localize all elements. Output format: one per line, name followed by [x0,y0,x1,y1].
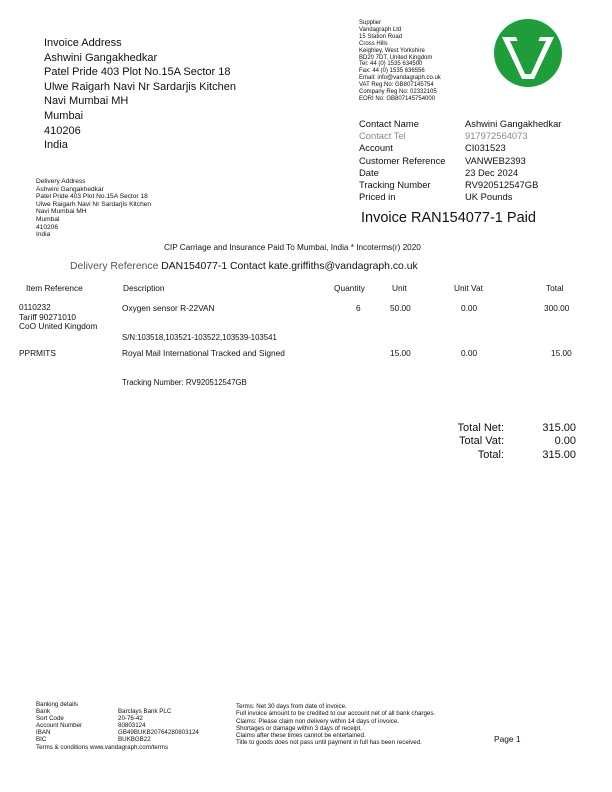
total-label: Total: [477,448,504,461]
terms-line: Claims after these times cannot be entertained. [236,732,366,740]
meta-value: UK Pounds [465,191,513,203]
invoice-meta [359,118,561,203]
supplier-line: Tel: 44 (0) 1535 634500 [359,61,423,68]
meta-label: Tracking Number [359,179,431,191]
item-quantity: 6 [356,303,361,313]
meta-row-contact-tel [359,130,561,142]
terms-conditions-link[interactable]: Terms & conditions www.vandagraph.com/terms [36,743,169,751]
item-reference: 0110232 [19,302,51,312]
terms-line: Shortages or damage within 3 days of receipt. [236,724,362,732]
totals-block [420,422,576,462]
invoice-address-line: Ashwini Gangakhedkar [44,51,158,64]
table-row-ref [19,303,97,332]
banking-value: 20-76-42 [118,715,143,723]
meta-label: Account [359,142,393,154]
meta-label: Priced in [359,191,396,203]
invoice-address-line: Mumbai [44,109,84,122]
meta-row-priced-in [359,191,561,203]
total-value: 315.00 [542,422,576,434]
item-country-of-origin: CoO United Kingdom [19,321,98,332]
meta-value: VANWEB2393 [465,154,526,166]
banking-row [36,708,199,715]
delivery-address-line: Ashwini Gangakhedkar [36,185,104,193]
delivery-address-line: Navi Mumbai MH [36,208,87,216]
banking-row [36,715,199,722]
banking-details [36,701,199,751]
supplier-line: Supplier [359,20,382,26]
delivery-address-line: Patel Pride 403 Plot No.15A Sector 18 [36,193,148,201]
banking-value: 80803124 [118,722,146,730]
invoice-address-line: India [44,139,68,152]
banking-value: GB49BUKB20764280803124 [118,729,199,737]
meta-row-contact-name [359,118,561,130]
banking-label: IBAN [36,729,51,737]
item-unit: 50.00 [390,303,411,313]
delivery-reference-label: Delivery Reference [70,261,159,272]
delivery-address-line: Mumbai [36,215,60,223]
header-item-reference: Item Reference [26,283,83,293]
supplier-line: Email: info@vandagraph.co.uk [359,75,441,82]
item-unit-vat: 0.00 [461,303,478,313]
supplier-line: Company Reg No: 02332105 [359,89,437,96]
meta-label: Customer Reference [359,154,446,166]
supplier-line: EORI No: GB807145754000 [359,95,436,102]
supplier-line: Keighley, West Yorkshire [359,47,425,54]
meta-value: RV920512547GB [465,179,539,191]
banking-label: Account Number [36,722,83,730]
total-net-row [420,422,576,435]
banking-value: Barclays Bank PLC [118,708,172,716]
supplier-line: VAT Reg No: GB807145754 [359,82,434,89]
meta-label: Contact Tel [359,130,406,142]
meta-label: Contact Name [359,118,419,129]
invoice-address-line: Ulwe Raigarh Navi Nr Sardarjis Kitchen [44,80,236,93]
total-label: Total Vat: [458,435,504,448]
banking-value: BUKBGB22 [118,736,151,744]
terms-line: Terms: Net 30 days from date of invoice. [236,703,347,710]
item-tariff: Tariff 90271010 [19,311,77,322]
item-total: 300.00 [544,303,570,313]
delivery-address-line: 410206 [36,223,59,231]
invoice-address [44,36,236,153]
invoice-title: Invoice RAN154077-1 Paid [361,210,536,226]
banking-label: BIC [36,736,47,744]
invoice-address-line: Patel Pride 403 Plot No.15A Sector 18 [44,66,231,79]
item-description: Oxygen sensor R-22VAN [122,303,215,313]
supplier-line: Fax: 44 (0) 1535 636556 [359,68,425,75]
delivery-address [36,178,151,239]
delivery-address-line: Ulwe Raigarh Navi Nr Sardarjis Kitchen [36,200,152,208]
invoice-address-heading: Invoice Address [44,37,122,49]
total-vat-row [420,435,576,448]
payment-terms [236,703,435,747]
header-total: Total [546,283,564,293]
supplier-line: Cross Hills [359,40,388,47]
item-total: 15.00 [551,348,572,358]
meta-value: CI031523 [465,142,506,154]
meta-row-customer-reference [359,155,561,167]
meta-label: Date [359,166,379,178]
total-value: 0.00 [554,435,576,448]
delivery-address-line: Delivery Address [36,178,86,185]
meta-row-tracking-number [359,179,561,191]
supplier-block [359,20,441,103]
delivery-reference [70,261,418,272]
supplier-line: Vandagraph Ltd [359,26,402,33]
delivery-address-line: India [36,231,51,239]
incoterms-text: CIP Carriage and Insurance Paid To Mumbai, India * Incoterms(r) 2020 [164,243,421,252]
terms-line: Full invoice amount to be credited to our account net of all bank charges. [236,710,436,718]
terms-line: Title to goods does not pass until payment in full has been received. [236,739,422,747]
terms-line: Claims: Please claim non delivery within 14 days of invoice. [236,717,400,725]
invoice-address-line: Navi Mumbai MH [44,95,129,108]
total-row [420,449,576,462]
header-quantity: Quantity [334,283,365,293]
item-unit-vat: 0.00 [461,348,478,358]
item-serial-numbers: S/N:103518,103521-103522,103539-103541 [122,333,277,342]
meta-value: Ashwini Gangakhedkar [465,118,562,129]
header-unit: Unit [392,283,407,293]
supplier-line: 15 Station Road [359,33,403,40]
page-number: Page 1 [494,734,521,744]
item-unit: 15.00 [390,348,411,358]
meta-row-date [359,167,561,179]
banking-heading: Banking details [36,701,78,708]
banking-label: Bank [36,708,51,716]
header-unit-vat: Unit Vat [454,283,483,293]
header-description: Description [123,283,165,293]
item-description: Royal Mail International Tracked and Signed [122,348,285,358]
banking-row [36,722,199,729]
total-value: 315.00 [542,448,576,461]
supplier-line: BD20 7DT, United Kingdom [359,54,433,61]
item-tracking-note: Tracking Number: RV920512547GB [122,378,247,387]
meta-value: 23 Dec 2024 [465,166,519,178]
meta-row-account [359,142,561,154]
total-label: Total Net: [457,422,504,434]
banking-label: Sort Code [36,715,64,723]
banking-row [36,736,199,743]
meta-value: 917972564073 [465,130,528,142]
item-reference: PPRMITS [19,348,56,358]
banking-row [36,729,199,736]
delivery-reference-value: DAN154077-1 Contact kate.griffiths@vandagraph.co.uk [161,261,418,272]
invoice-address-line: 410206 [44,124,81,137]
vandagraph-logo [492,17,564,89]
